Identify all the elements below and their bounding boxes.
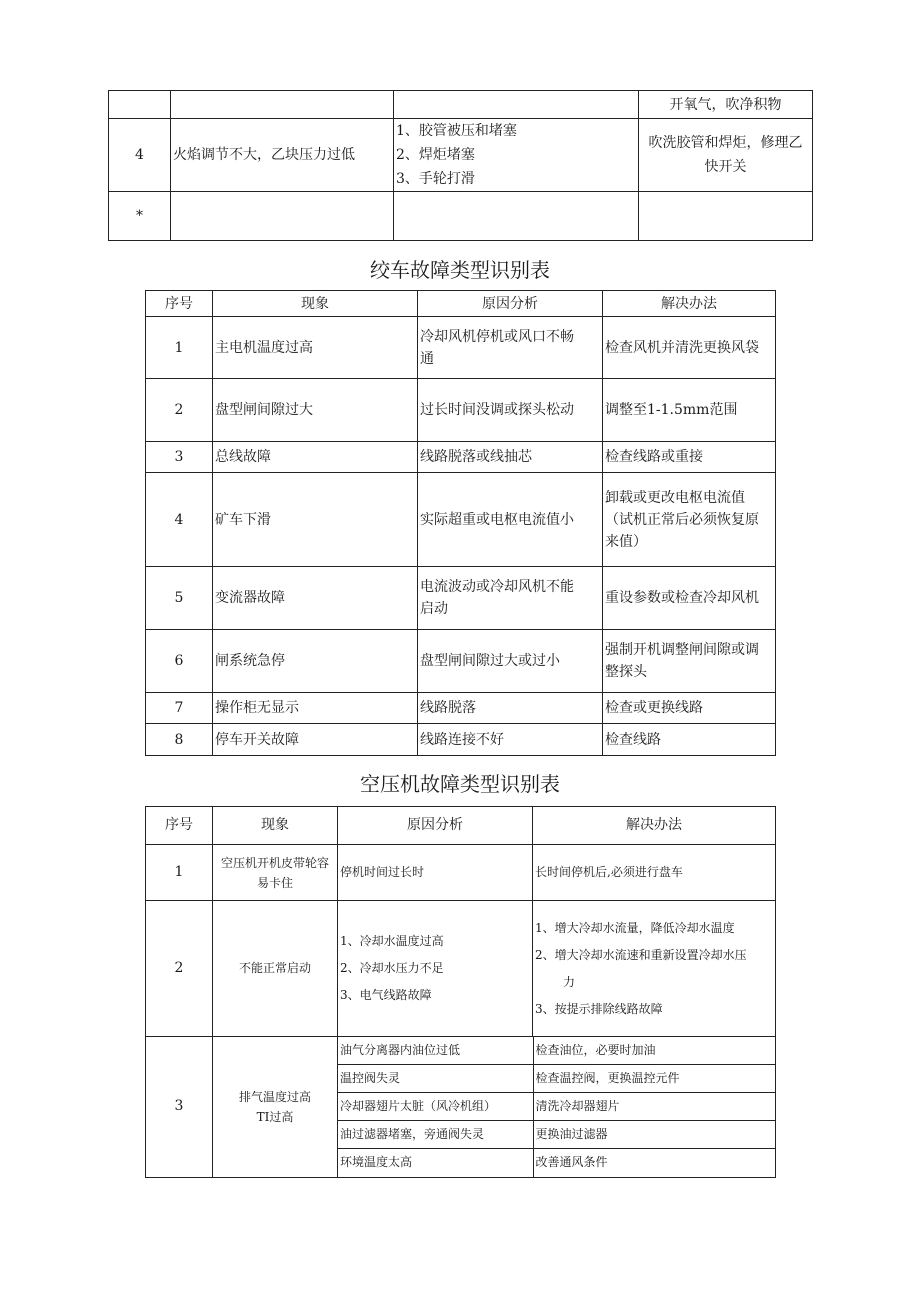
phenomenon-cell: 闸系统急停 [213,630,418,693]
table-row [146,473,776,567]
column-header: 序号 [146,807,213,845]
list-item [338,1065,776,1093]
solution-cell: 调整至1-1.5mm范围 [603,379,776,442]
column-header: 原因分析 [418,291,603,317]
column-header: 现象 [213,807,338,845]
phenomenon-cell: 操作柜无显示 [213,693,418,724]
solution-cell [533,901,776,1037]
cause-solution-list [338,1037,776,1178]
row-number: 2 [146,901,213,1037]
solution-line: 力 [563,974,576,989]
cause-cell: 线路脱落 [418,693,603,724]
cause-cell: 油气分离器内油位过低 [338,1037,533,1065]
solution-cell: 改善通风条件 [533,1149,776,1177]
table-row [146,630,776,693]
cause-line: 3、电气线路故障 [340,988,432,1002]
phenomenon-cell: 变流器故障 [213,567,418,630]
cause-line: 冷却风机停机或风口不畅 [420,328,574,345]
phenomenon-cell: 火焰调节不大，乙块压力过低 [171,119,394,192]
solution-cell: 更换油过滤器 [533,1121,776,1149]
cause-cell: 过长时间没调或探头松动 [418,379,603,442]
solution-line: 卸载或更改电枢电流值 [605,489,745,506]
cause-line: 电流波动或冷却风机不能 [420,579,574,595]
table-row [146,1037,776,1178]
solution-cell: 检查或更换线路 [603,693,776,724]
phenomenon-cell: 不能正常启动 [213,901,338,1037]
row-number: 3 [146,442,213,473]
cause-cell: 停机时间过长时 [338,845,533,901]
list-item [338,1149,776,1177]
phenomenon-cell: 盘型闸间隙过大 [213,379,418,442]
row-number: 1 [146,317,213,379]
solution-cell [603,473,776,567]
solution-cell [639,119,813,192]
solution-line: 吹洗胶管和焊炬，修理乙 [648,135,803,151]
table-row [146,317,776,379]
table-row [146,845,776,901]
table-row [146,442,776,473]
solution-line: 整探头 [605,664,647,680]
cause-line: 1、冷却水温度过高 [340,934,444,948]
cause-cell [394,119,639,192]
cause-cell: 线路脱落或线抽芯 [418,442,603,473]
column-header: 原因分析 [338,807,533,845]
row-number: 6 [146,630,213,693]
cause-cell: 实际超重或电枢电流值小 [418,473,603,567]
cause-cell: 温控阀失灵 [338,1065,533,1093]
row-number: 5 [146,567,213,630]
solution-cell: 检查油位，必要时加油 [533,1037,776,1065]
cause-cell [338,901,533,1037]
welding-fault-table [108,90,813,241]
cause-cell: 冷却器翅片太脏（风冷机组） [338,1093,533,1121]
row-number: 1 [146,845,213,901]
solution-cell: 长时间停机后,必须进行盘车 [533,845,776,901]
solution-line: 1、增大冷却水流量，降低冷却水温度 [535,920,735,935]
phenomenon-cell: 停车开关故障 [213,724,418,756]
row-number: 4 [146,473,213,567]
cause-line: 2、焊炬堵塞 [396,147,475,163]
list-item [338,1037,776,1065]
solution-cell: 清洗冷却器翅片 [533,1093,776,1121]
table-row [109,192,813,241]
table-header-row [146,807,776,845]
cause-line: 启动 [420,601,448,617]
solution-cell: 开氧气，吹净积物 [639,91,813,119]
solution-line: （试机正常后必须恢复原 [605,511,759,528]
solution-line: 快开关 [704,159,747,175]
winch-table-title: 绞车故障类型识别表 [370,258,550,282]
cause-line: 1、胶管被压和堵塞 [396,123,517,139]
compressor-table-title: 空压机故障类型识别表 [360,772,560,796]
cause-cell [418,567,603,630]
cause-line: 3、手轮打滑 [396,171,475,187]
cause-cell: 环境温度太高 [338,1149,533,1177]
column-header: 解决办法 [533,807,776,845]
column-header: 序号 [146,291,213,317]
phenomenon-cell [213,1037,338,1178]
row-number: 4 [109,119,171,192]
solution-cell: 检查线路或重接 [603,442,776,473]
solution-cell: 重设参数或检查冷却风机 [603,567,776,630]
row-number: 7 [146,693,213,724]
cause-line: 通 [420,350,434,367]
cause-cell: 盘型闸间隙过大或过小 [418,630,603,693]
cause-line: 2、冷却水压力不足 [340,961,444,975]
solution-cell: 检查线路 [603,724,776,756]
solution-line: 3、按提示排除线路故障 [535,1001,663,1016]
solution-cell [603,630,776,693]
row-number: 8 [146,724,213,756]
list-item [338,1093,776,1121]
table-header-row [146,291,776,317]
solution-line: 强制开机调整闸间隙或调 [605,642,759,658]
list-item [338,1121,776,1149]
row-number: 2 [146,379,213,442]
column-header: 现象 [213,291,418,317]
phenomenon-line: TI过高 [256,1109,294,1124]
phenomenon-cell [213,845,338,901]
phenomenon-cell: 主电机温度过高 [213,317,418,379]
row-number: 3 [146,1037,213,1178]
solution-line: 2、增大冷却水流速和重新设置冷却水压 [535,947,747,962]
phenomenon-line: 空压机开机皮带轮容 [220,855,329,870]
winch-fault-table [145,290,776,756]
solution-line: 来值） [605,533,647,550]
cause-cell: 线路连接不好 [418,724,603,756]
solution-cell: 检查风机并清洗更换风袋 [603,317,776,379]
table-row [146,567,776,630]
table-row [146,724,776,756]
table-row [146,693,776,724]
row-number: * [109,192,171,241]
cause-cell: 油过滤器堵塞，旁通阀失灵 [338,1121,533,1149]
phenomenon-line: 排气温度过高 [238,1089,311,1104]
phenomenon-cell: 矿车下滑 [213,473,418,567]
cause-solution-subtable [338,1037,776,1177]
table-row [109,91,813,119]
phenomenon-cell: 总线故障 [213,442,418,473]
table-row [109,119,813,192]
cause-cell [418,317,603,379]
column-header: 解决办法 [603,291,776,317]
compressor-fault-table [145,806,776,1178]
phenomenon-line: 易卡住 [256,875,293,890]
solution-cell: 检查温控阀，更换温控元件 [533,1065,776,1093]
table-row [146,379,776,442]
table-row [146,901,776,1037]
